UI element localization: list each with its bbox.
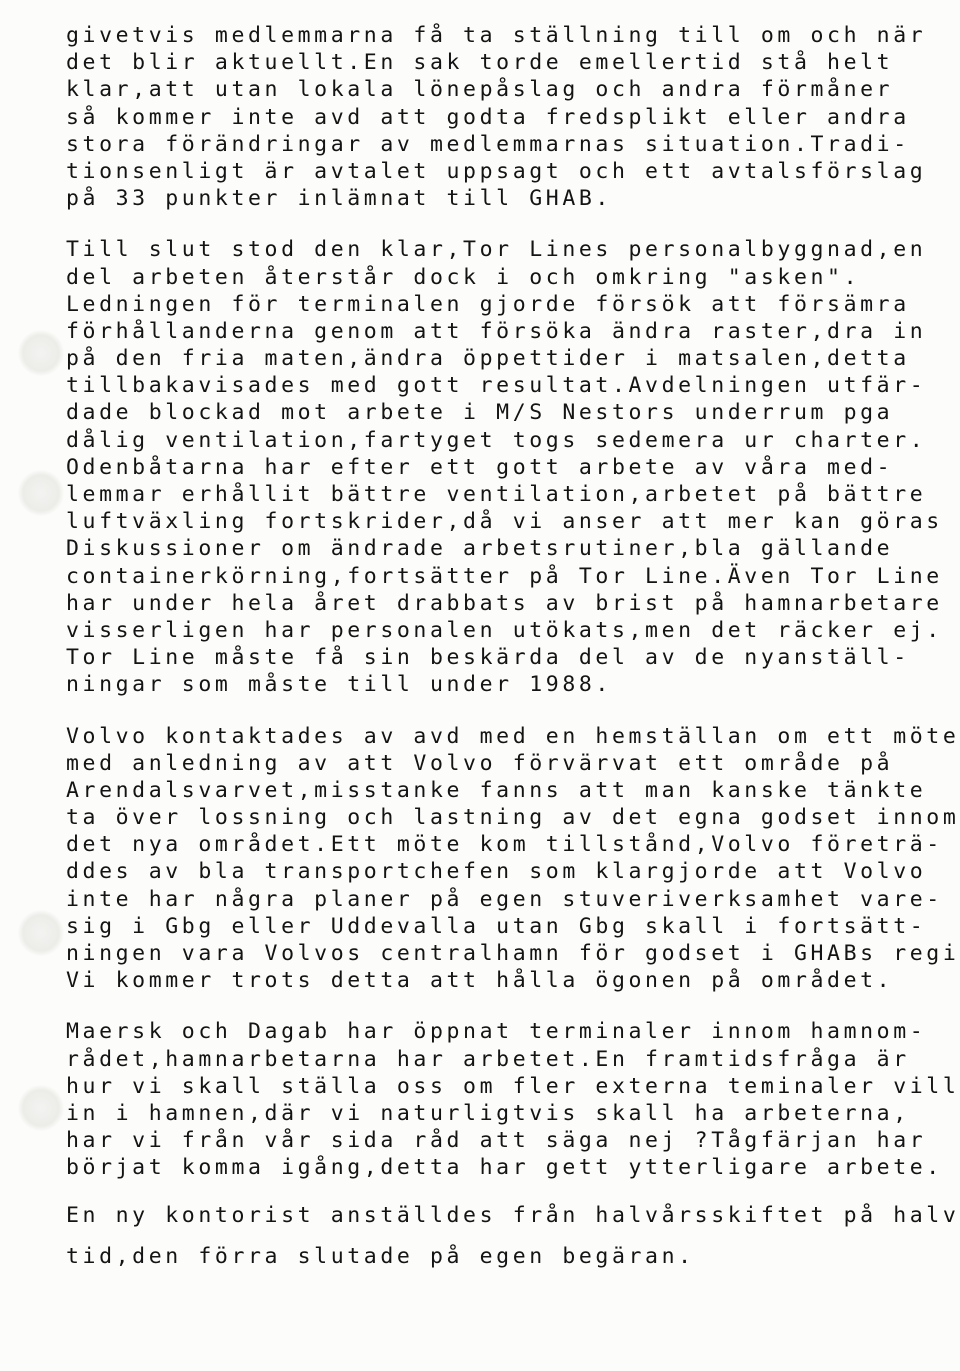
text-line: givetvis medlemmarna få ta ställning till om och när: [66, 23, 927, 48]
text-line: stora förändringar av medlemmarnas situation.Tradi-: [66, 131, 910, 157]
paragraph-office-clerk: [66, 1202, 960, 1270]
paragraph-volvo: [66, 723, 960, 995]
text-line: tionsenligt är avtalet uppsagt och ett avtalsförslag: [66, 158, 927, 184]
text-line: det nya området.Ett möte kom tillstånd,Volvo företrä-: [66, 832, 943, 858]
text-line: dade blockad mot arbete i M/S Nestors underrum pga: [66, 400, 894, 426]
text-line: dålig ventilation,fartyget togs sedemera ur charter.: [66, 427, 927, 453]
text-line: containerkörning,fortsätter på Tor Line.Även Tor Line: [66, 563, 943, 589]
text-line: Volvo kontaktades av avd med en hemställan om ett möte: [66, 723, 960, 749]
text-line: börjat komma igång,detta har gett ytterligare arbete.: [66, 1155, 943, 1181]
paragraph-spacer: [66, 699, 960, 723]
text-line: Vi kommer trots detta att hålla ögonen på området.: [66, 968, 894, 994]
punch-hole-mark: [18, 1085, 64, 1131]
text-line: Till slut stod den klar,Tor Lines personalbyggnad,en: [66, 237, 927, 263]
text-line: ningen vara Volvos centralhamn för godset i GHABs regi: [66, 941, 960, 966]
text-line: ddes av bla transportchefen som klargjorde att Volvo: [66, 859, 927, 885]
text-line: hur vi skall ställa oss om fler externa teminaler vill: [66, 1073, 960, 1099]
text-line: Maersk och Dagab har öppnat terminaler innom hamnom-: [66, 1019, 927, 1045]
punch-hole-mark: [18, 470, 64, 516]
text-line: med anledning av att Volvo förvärvat ett område på: [66, 750, 894, 776]
text-line: på den fria maten,ändra öppettider i matsalen,detta: [66, 346, 910, 372]
paragraph-maersk-dagab: [66, 1018, 960, 1181]
text-line: Tor Line måste få sin beskärda del av de nyanställ-: [66, 645, 910, 671]
text-line: tillbakavisades med gott resultat.Avdelningen utfär-: [66, 373, 927, 399]
text-line: Odenbåtarna har efter ett gott arbete av våra med-: [66, 454, 894, 480]
text-line: så kommer inte avd att godta fredsplikt eller andra: [66, 104, 910, 130]
text-line: Diskussioner om ändrade arbetsrutiner,bla gällande: [66, 536, 894, 562]
text-line: inte har några planer på egen stuveriverksamhet vare-: [66, 886, 943, 912]
text-line: in i hamnen,där vi naturligtvis skall ha arbeterna,: [66, 1100, 910, 1126]
text-line: Arendalsvarvet,misstanke fanns att man kanske tänkte: [66, 777, 927, 803]
text-line: ningar som måste till under 1988.: [66, 672, 612, 698]
typewritten-text: [66, 22, 960, 1270]
text-line: lemmar erhållit bättre ventilation,arbetet på bättre: [66, 482, 927, 507]
text-line: har vi från vår sida råd att säga nej ?Tågfärjan har: [66, 1128, 927, 1154]
punch-hole-mark: [18, 910, 64, 956]
text-line: sig i Gbg eller Uddevalla utan Gbg skall i fortsätt-: [66, 913, 927, 939]
paragraph-spacer: [66, 1182, 960, 1202]
text-line: rådet,hamnarbetarna har arbetet.En framtidsfråga är: [66, 1046, 910, 1072]
text-line: ta över lossning och lastning av det egna godset innom: [66, 805, 960, 831]
punch-hole-mark: [18, 330, 64, 376]
paragraph-spacer: [66, 994, 960, 1018]
text-line: del arbeten återstår dock i och omkring "asken".: [66, 264, 861, 290]
text-line: luftväxling fortskrider,då vi anser att mer kan göras: [66, 509, 943, 535]
text-line: det blir aktuellt.En sak torde emellertid stå helt: [66, 50, 894, 76]
text-line: En ny kontorist anställdes från halvårsskiftet på halv: [66, 1202, 960, 1228]
paragraph-collective-agreement: [66, 22, 960, 212]
text-line: Ledningen för terminalen gjorde försök att försämra: [66, 291, 910, 317]
text-line: klar,att utan lokala lönepåslag och andra förmåner: [66, 77, 894, 103]
text-line: har under hela året drabbats av brist på hamnarbetare: [66, 590, 943, 616]
paragraph-spacer: [66, 212, 960, 236]
line-spacer: [66, 1229, 960, 1243]
text-line: visserligen har personalen utökats,men det räcker ej.: [66, 617, 943, 643]
paragraph-tor-lines: [66, 236, 960, 698]
text-line: tid,den förra slutade på egen begäran.: [66, 1243, 695, 1269]
text-line: förhållanderna genom att försöka ändra raster,dra in: [66, 318, 927, 344]
text-line: på 33 punkter inlämnat till GHAB.: [66, 186, 612, 212]
